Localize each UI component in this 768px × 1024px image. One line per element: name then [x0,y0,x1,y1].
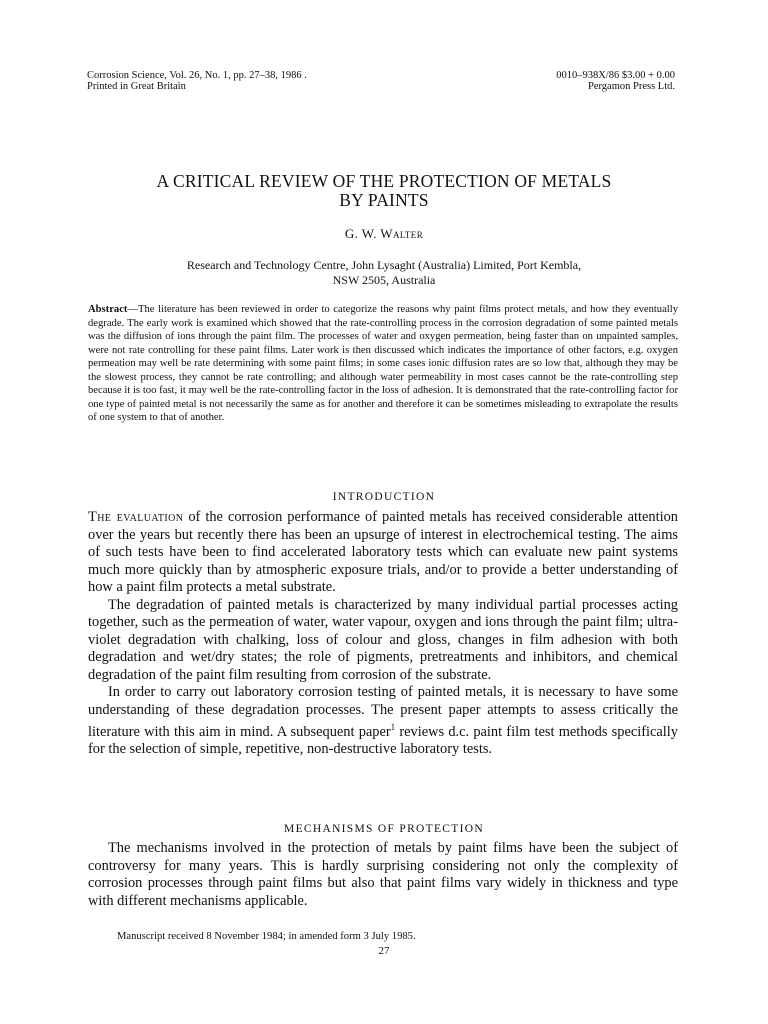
mechanisms-body [88,840,678,910]
reference-superscript: 1 [390,722,396,732]
title-line-2: BY PAINTS [339,190,429,210]
paper-title [60,172,708,210]
title-line-1: A CRITICAL REVIEW OF THE PROTECTION OF METALS [156,171,612,191]
mechanisms-paragraph-1: The mechanisms involved in the protection of metals by paint films have been the subject of controversy for many years. This is hardly surprising considering not only the complexity of corrosion processes through paint films but also that paint films vary widely in thickness and type with different mechanisms applicable. [88,840,678,909]
abstract [88,303,678,425]
mechanisms-heading: MECHANISMS OF PROTECTION [284,823,484,835]
intro-paragraph-3 [88,684,678,759]
intro-paragraph-1-text: of the corrosion performance of painted metals has received considerable attention over the years but recently there has been an upsurge of interest in electrochemical testing. The aims of such tests have been to find accelerated laboratory tests which can evaluate new paint systems much more quickly than by atmospheric exposure trials, and/or to provide a better understanding of how a paint film protects a metal substrate. [88,509,679,595]
publisher-line: Pergamon Press Ltd. [587,81,675,92]
author-name: G. W. Walter [344,226,424,241]
journal-line: Corrosion Science, Vol. 26, No. 1, pp. 27–38, 1986 . [87,70,307,81]
introduction-heading: INTRODUCTION [332,491,436,503]
manuscript-footnote: Manuscript received 8 November 1984; in amended form 3 July 1985. [117,931,416,942]
publisher-info [556,70,675,92]
journal-citation [87,70,307,92]
intro-paragraph-3-text-b: reviews d.c. paint film test methods specifically for the selection of simple, repetitive, non-destructive laboratory tests. [88,723,678,758]
intro-paragraph-2: The degradation of painted metals is characterized by many individual partial processes acting together, such as the permeation of water, water vapour, oxygen and ions through the paint film; ultra-violet degradation with chalking, loss of colour and gloss, changes in film adhesion with both degradation and wet/dry states; the role of pigments, pretreatments and inhibitors, and chemical degradation of the paint film resulting from corrosion of the substrate. [88,596,678,683]
intro-paragraph-1 [88,509,678,597]
issn-price-line: 0010–938X/86 $3.00 + 0.00 [556,70,675,81]
affiliation-line-2: NSW 2505, Australia [332,273,436,287]
affiliation-line-1: Research and Technology Centre, John Lysaght (Australia) Limited, Port Kembla, [186,258,582,272]
abstract-label: Abstract [88,304,128,315]
abstract-text: —The literature has been reviewed in order to categorize the reasons why paint films protect metals, and how they eventually degrade. The early work is examined which showed that the rate-controlling process in the corrosion degradation of some painted metals was the diffusion of ions through the paint film. The processes of water and oxygen permeation, being faster than on unpainted samples, were not rate controlling for these paint films. Later work is then discussed which indicates the importance of other factors, e.g. oxygen permeation may well be rate determining with some paint films; in some cases ionic diffusion rates are so low that, although they may be the slowest process, they cannot be rate controlling; and although water permeability in most cases cannot be the rate-controlling step because it is too fast, it may well be the rate-controlling factor in the loss of adhesion. It is demonstrated that the rate-controlling factor for one type of painted metal is not necessarily the same as for another and therefore it can be sometimes misleading to extrapolate the results of one system to that of another. [88,304,678,423]
intro-lead-words: The evaluation [88,509,184,525]
affiliation [100,258,668,288]
introduction-body [88,509,678,759]
printed-line: Printed in Great Britain [87,81,186,92]
intro-paragraph-3-text-a: In order to carry out laboratory corrosion testing of painted metals, it is necessary to have some understanding of these degradation processes. The present paper attempts to assess critically the literature with this aim in mind. A subsequent paper [88,684,678,740]
page-number: 27 [378,945,390,957]
